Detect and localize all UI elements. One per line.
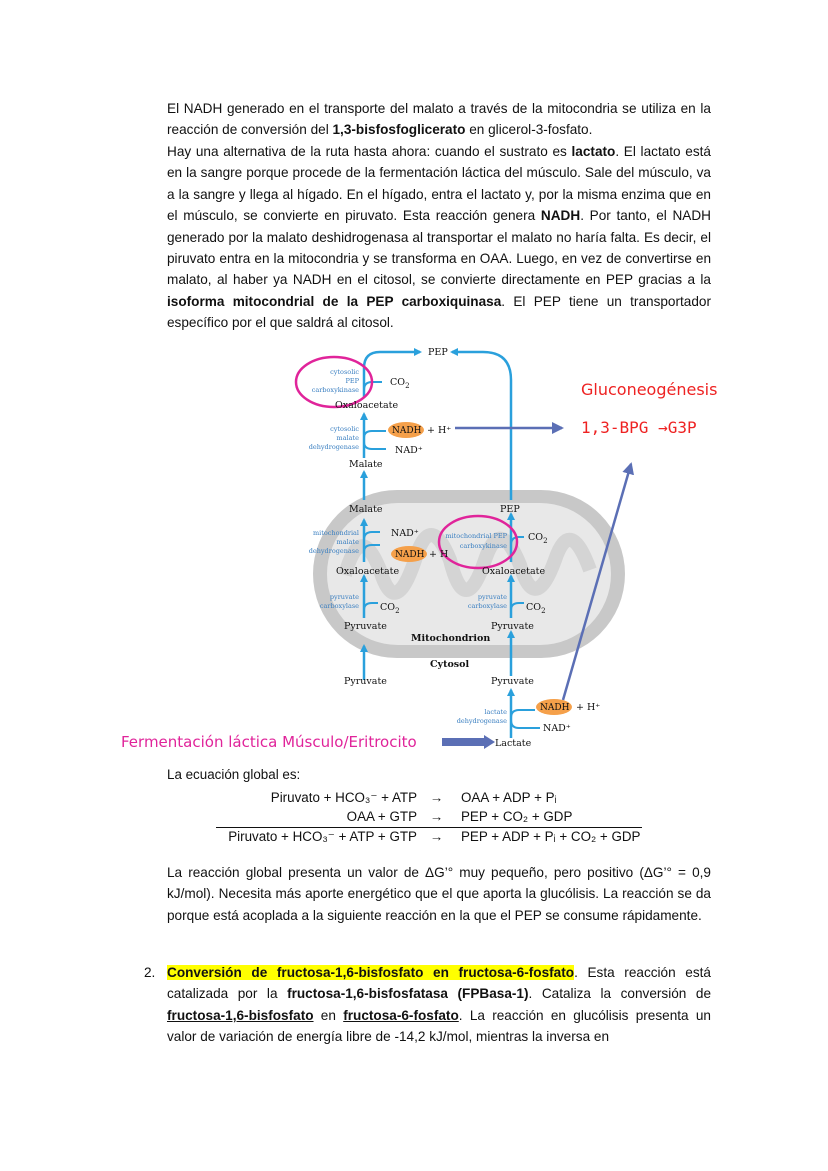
annotation-bpg-g3p: 1,3-BPG →G3P: [581, 418, 697, 437]
arrow-nadh-lactate: [511, 710, 535, 718]
paragraph1-text-end: en glicerol-3-fosfato.: [465, 122, 593, 138]
eq-row3-right: PEP + ADP + Pᵢ + CO₂ + GDP: [461, 829, 641, 844]
enzyme-mito-mdh-1: mitochondrial: [313, 529, 359, 537]
label-pyruvate-cytosol-left: Pyruvate: [344, 676, 387, 687]
label-pep-mito: PEP: [500, 504, 520, 515]
paragraph2-bold-isoforma: isoforma mitocondrial de la PEP carboxiquinasa: [167, 293, 502, 309]
enzyme-cytosolic-mdh-2: malate: [336, 434, 359, 442]
equation-sum-line: [216, 827, 642, 828]
eq-row3-left: Piruvato + HCO₃⁻ + ATP + GTP: [228, 829, 417, 844]
paragraph1-bold: 1,3-bisfosfoglicerato: [332, 122, 466, 138]
eq-row2-left: OAA + GTP: [346, 809, 417, 824]
label-nadh-top: NADH: [392, 426, 422, 436]
item2-text-b: . Cataliza la conversión de: [528, 986, 712, 1002]
enzyme-cytosolic-mdh-1: cytosolic: [330, 425, 359, 433]
label-pyruvate-mito-right: Pyruvate: [491, 621, 534, 632]
label-pep-top: PEP: [428, 347, 448, 358]
enzyme-mito-pepck-1: mitochondrial PEP: [445, 532, 507, 540]
eq-row1-right: OAA + ADP + Pᵢ: [461, 790, 557, 805]
arrow-fermentation-head: [484, 735, 495, 749]
enzyme-cytosolic-pepck-3: carboxykinase: [311, 386, 359, 394]
label-pyruvate-mito-left: Pyruvate: [344, 621, 387, 632]
item2-underline-product: fructosa-6-fosfato: [343, 1007, 459, 1023]
enzyme-cytosolic-mdh-3: dehydrogenase: [308, 443, 359, 451]
label-co2-left: $CO_2$: [380, 602, 400, 615]
eq-row1-left: Piruvato + HCO₃⁻ + ATP: [270, 790, 417, 805]
paragraph2-text-b: . El lactato está en la sangre porque procede de la fermentación láctica del músculo. Sale del músculo, va a la sangre y llega al hígado. En el hígado, entra el lactato y, por la misma enzima que en el músculo, se convierte en piruvato. Esta reacción genera: [167, 144, 711, 224]
label-co2-mito: $CO_2$: [528, 532, 548, 545]
label-oaa-mito-left: Oxaloacetate: [336, 566, 400, 577]
label-hplus-top: + H⁺: [427, 425, 452, 436]
arrow-nad-lactate: [511, 720, 540, 728]
enzyme-mito-mdh-2: malate: [336, 538, 359, 546]
item2-text-d: . La reacción en glucólisis presenta un valor de variación de energía libre de -14,2 kJ/mol, mientras la inversa en: [167, 1007, 711, 1045]
enzyme-mito-mdh-3: dehydrogenase: [308, 547, 359, 555]
label-cytosol: Cytosol: [430, 659, 470, 670]
label-nad-lactate: NAD⁺: [543, 723, 571, 734]
enzyme-cytosolic-pepck-1: cytosolic: [330, 368, 359, 376]
label-malate-cytosol: Malate: [349, 459, 383, 470]
label-nad-top: NAD⁺: [395, 445, 423, 456]
arrow-nadh-branch-top: [364, 431, 386, 438]
annotation-gluconeogenesis: Gluconeogénesis: [581, 380, 718, 399]
enzyme-cytosolic-pepck-2: PEP: [345, 377, 359, 385]
label-pyruvate-cytosol-right: Pyruvate: [491, 676, 534, 687]
label-h-mito: + H: [429, 549, 449, 560]
arrow-pep-export: [452, 352, 511, 500]
arrow-to-pep-top: [364, 352, 420, 368]
label-mitochondrion: Mitochondrion: [411, 633, 491, 644]
label-hplus-lactate: + H⁺: [576, 702, 601, 713]
arrow-nad-branch-top: [364, 442, 386, 449]
paragraph2-text-a: Hay una alternativa de la ruta hasta ahora: cuando el sustrato es: [167, 144, 572, 159]
enzyme-pc-right-1: pyruvate: [477, 593, 507, 601]
list-item-number: 2.: [144, 965, 156, 980]
eq-row2-right: PEP + CO₂ + GDP: [461, 809, 573, 824]
enzyme-ldh-1: lactate: [484, 708, 507, 716]
paragraph2-bold-nadh: NADH: [540, 208, 581, 224]
label-nadh-mito: NADH: [395, 550, 425, 560]
item2-bold-enzyme: fructosa-1,6-bisfosfatasa (FPBasa-1): [287, 986, 529, 1002]
enzyme-ldh-2: dehydrogenase: [456, 717, 507, 725]
label-co2-right: $CO_2$: [526, 602, 546, 615]
label-oxaloacetate-top: Oxaloacetate: [335, 400, 399, 411]
eq-row2-arrow: →: [430, 809, 444, 824]
list-item-fbpase: [167, 962, 711, 1048]
paragraph2-text-d: . El PEP tiene un transportador específico por el que saldrá al citosol.: [167, 293, 711, 331]
enzyme-pc-left-2: carboxylase: [319, 602, 359, 610]
paragraph1-text: El NADH generado en el transporte del malato a través de la mitocondria se utiliza en la reacción de conversión del: [167, 101, 711, 138]
enzyme-pc-left-1: pyruvate: [329, 593, 359, 601]
label-nad-mito: NAD⁺: [391, 528, 419, 539]
paragraph-delta-g: La reacción global presenta un valor de ΔG’° muy pequeño, pero positivo (ΔG’° = 0,9 kJ/mol). Necesita más aporte energético que el que aporta la glucólisis. La reacción se da porque está acoplada a la siguiente reacción en la que el PEP se consume rápidamente.: [167, 865, 711, 923]
item2-highlight: Conversión de fructosa-1,6-bisfosfato en fructosa-6-fosfato: [167, 965, 575, 980]
label-co2-top: $CO_2$: [390, 377, 410, 390]
annotation-fermentation: Fermentación láctica Músculo/Eritrocito: [121, 733, 417, 751]
paragraph2-text-c: . Por tanto, el NADH generado por la malato deshidrogenasa al transportar el malato no haría falta. Es decir, el piruvato entra en la mitocondria y se transforma en OAA. Luego, en vez de convertirse en malato, al haber ya NADH en el citosol, se convierte directamente en PEP gracias a la: [167, 208, 711, 288]
enzyme-pc-right-2: carboxylase: [467, 602, 507, 610]
label-lactate: Lactate: [495, 738, 532, 749]
eq-row1-arrow: →: [430, 790, 444, 805]
item2-underline-substrate: fructosa-1,6-bisfosfato: [167, 1007, 314, 1023]
item2-text-c: en: [313, 1007, 344, 1023]
paragraph2-bold-lactato: lactato: [571, 144, 616, 159]
equation-intro: La ecuación global es:: [167, 767, 301, 782]
item2-text-a: . Esta reacción está catalizada por la: [167, 965, 711, 1002]
eq-row3-arrow: →: [430, 829, 444, 844]
label-nadh-lactate: NADH: [540, 703, 570, 713]
enzyme-mito-pepck-2: carboxykinase: [459, 542, 507, 550]
label-oaa-mito-right: Oxaloacetate: [482, 566, 546, 577]
label-malate-mito: Malate: [349, 504, 383, 515]
